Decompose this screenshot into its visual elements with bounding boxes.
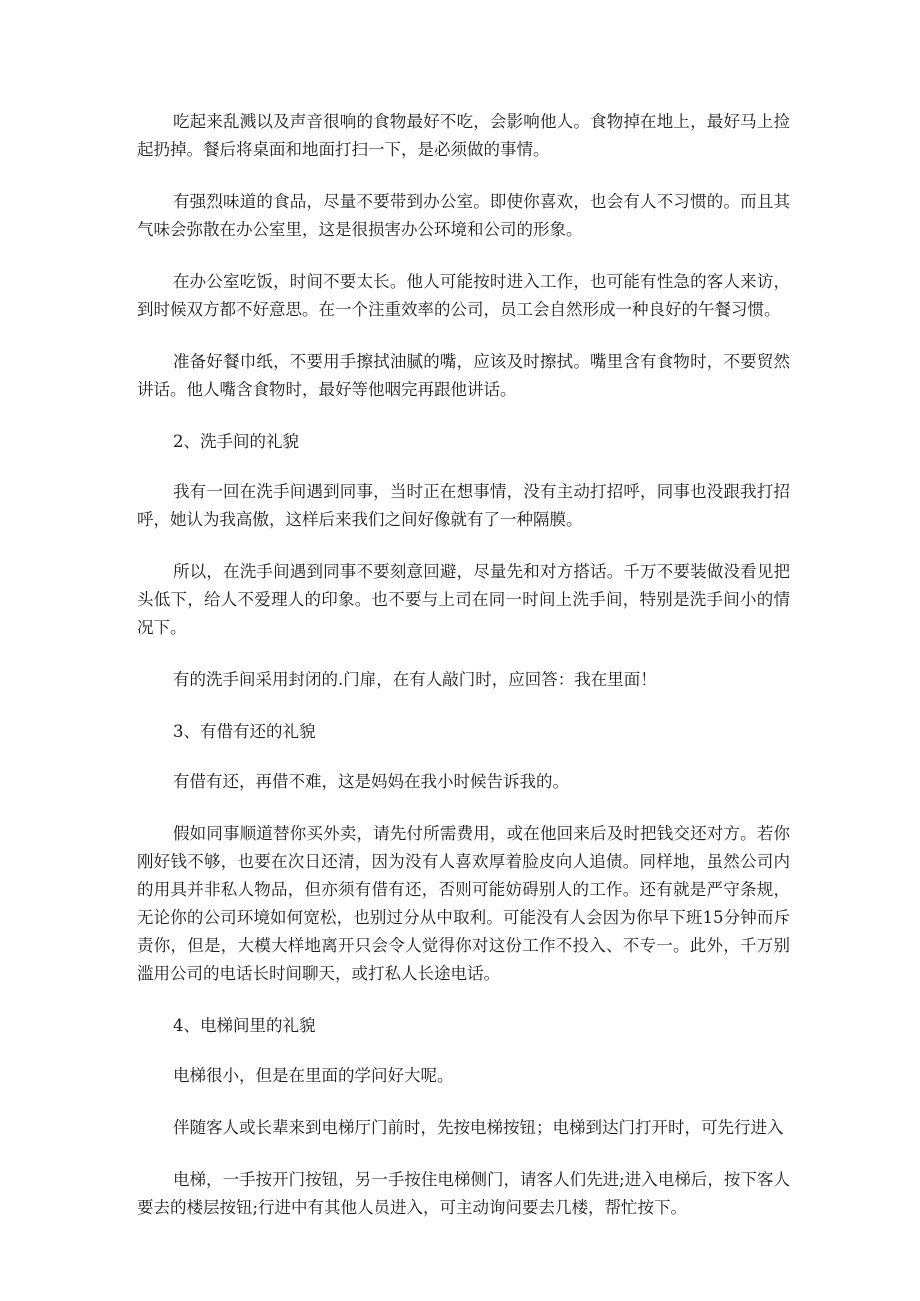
paragraph-restroom-advice: 所以，在洗手间遇到同事不要刻意回避，尽量先和对方搭话。千万不要装做没看见把头低下，给人不爱理人的印象。也不要与上司在同一时间上洗手间，特别是洗手间小的情况下。 (137, 562, 790, 637)
paragraph-meal-time: 在办公室吃饭，时间不要太长。他人可能按时进入工作，也可能有性急的客人来访，到时候双方都不好意思。在一个注重效率的公司，员工会自然形成一种良好的午餐习惯。 (137, 272, 790, 319)
paragraph-borrow-proverb: 有借有还，再借不难，这是妈妈在我小时候告诉我的。 (173, 772, 569, 791)
paragraph-napkin: 准备好餐巾纸，不要用手擦拭油腻的嘴，应该及时擦拭。嘴里含有食物时，不要贸然讲话。他人嘴含食物时，最好等他咽完再跟他讲话。 (137, 352, 790, 399)
paragraph-borrow-details: 假如同事顺道替你买外卖，请先付所需费用，或在他回来后及时把钱交还对方。若你刚好钱不够，也要在次日还清，因为没有人喜欢厚着脸皮向人追债。同样地，虽然公司内的用具并非私人物品，但亦须有借有还，否则可能妨碍别人的工作。还有就是严守条规，无论你的公司环境如何宽松，也别过分从中取利。可能没有人会因为你早下班15分钟而斥责你，但是，大模大样地离开只会令人觉得你对这份工作不投入、不专一。此外，千万别滥用公司的电话长时间聊天，或打私人长途电话。 (137, 824, 790, 983)
paragraph-restroom-door: 有的洗手间采用封闭的.门扉，在有人敲门时，应回答：我在里面！ (173, 670, 657, 689)
section-heading-borrowing: 3、有借有还的礼貌 (173, 722, 316, 741)
paragraph-restroom-story: 我有一回在洗手间遇到同事，当时正在想事情，没有主动打招呼，同事也没跟我打招呼，她认为我高傲，这样后来我们之间好像就有了一种隔膜。 (137, 482, 790, 529)
paragraph-elevator-buttons: 电梯，一手按开门按钮，另一手按住电梯侧门，请客人们先进;进入电梯后，按下客人要去的楼层按钮;行进中有其他人员进入，可主动询问要去几楼，帮忙按下。 (137, 1170, 790, 1217)
paragraph-elevator-intro: 电梯很小，但是在里面的学问好大呢。 (173, 1066, 454, 1085)
section-heading-elevator: 4、电梯间里的礼貌 (173, 1016, 316, 1035)
paragraph-elevator-escort: 伴随客人或长辈来到电梯厅门前时，先按电梯按钮；电梯到达门打开时，可先行进入 (173, 1118, 784, 1137)
paragraph-eating-noise: 吃起来乱溅以及声音很响的食物最好不吃，会影响他人。食物掉在地上，最好马上捡起扔掉。餐后将桌面和地面打扫一下，是必须做的事情。 (137, 112, 790, 159)
paragraph-strong-smell: 有强烈味道的食品，尽量不要带到办公室。即使你喜欢，也会有人不习惯的。而且其气味会弥散在办公室里，这是很损害办公环境和公司的形象。 (137, 192, 790, 239)
section-heading-restroom: 2、洗手间的礼貌 (173, 432, 299, 451)
